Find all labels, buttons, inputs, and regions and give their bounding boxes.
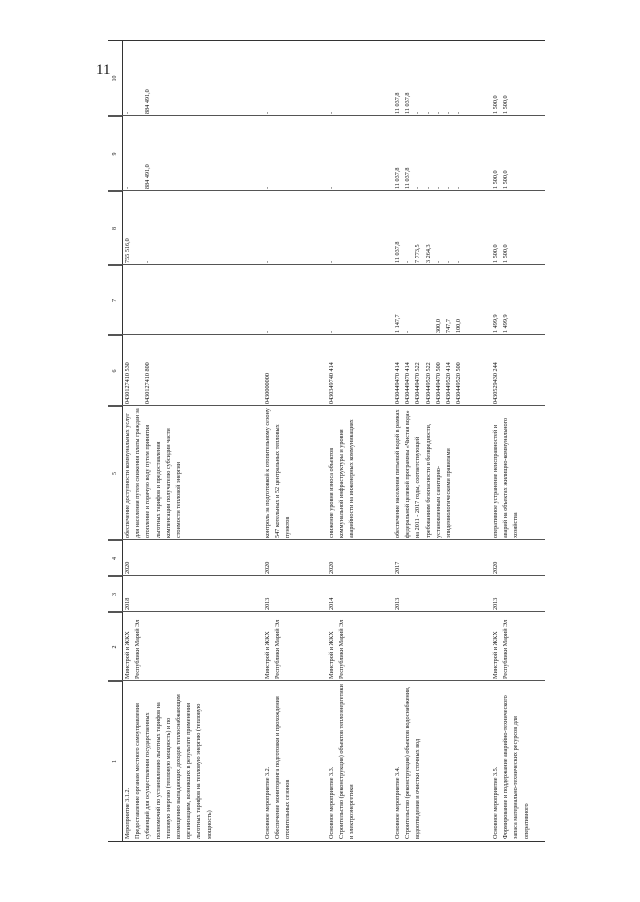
activity-name: Основное мероприятие 3.5. Формирование и поддержание аварийно-технического запаса материально-технических ресурсов для оперативного (492, 695, 530, 839)
expected-result: оперативное устранение неисправностей и аварий на объектах жилищно-коммунального хозяйства (492, 417, 520, 538)
start-year: 2013 (492, 597, 499, 610)
table-row (122, 41, 255, 841)
budget-code: 0430449470 414 0430449470 414 0430449470 522 0430449520 522 0430449470 500 0430449520 414 0430449520 500 (394, 362, 463, 404)
activity-name: Основное мероприятие 3.4. Строительство (реконструкция) объектов водоснабжения, водоотведения и очистки сточных вод (394, 686, 422, 839)
start-year: 2014 (328, 597, 335, 610)
end-year: 2017 (394, 561, 401, 574)
value-col-9: 1 500,0 1 500,0 (492, 170, 510, 189)
col-header-5: 5 (108, 406, 122, 540)
col-header-9: 9 (108, 116, 122, 191)
end-year: 2020 (492, 561, 499, 574)
value-col-8: 1 500,0 1 500,0 (492, 244, 510, 263)
col-header-7: 7 (108, 265, 122, 335)
value-col-9: 11 037,8 11 037,8 - - - - - (394, 167, 463, 189)
budget-code: 0430000000 (264, 373, 271, 404)
budget-code: 0430127410 530 0430127410 800 (124, 362, 152, 404)
col-header-1: 1 (108, 681, 122, 841)
end-year: 2020 (328, 561, 335, 574)
table-row (490, 41, 545, 841)
page-number: 11 (96, 62, 111, 78)
expected-result: обеспечение населения питьевой водой в рамках федеральной целевой программы «Чистая вода» на 2011 - 2017 годы, соответствующей требованиям безопасности и безвредности, установленным санитарно-эпидемиологическими правилами (394, 409, 453, 538)
value-col-9: - 884 491,0 (124, 164, 152, 189)
value-col-8: - (328, 260, 335, 263)
value-col-7: - (264, 330, 271, 333)
value-col-8: - (264, 260, 271, 263)
executor: Минстрой и ЖКХ Республики Марий Эл (124, 619, 142, 679)
executor: Минстрой и ЖКХ Республики Марий Эл (328, 619, 346, 679)
start-year: 2013 (394, 597, 401, 610)
table-row (262, 41, 320, 841)
executor: Минстрой и ЖКХ Республики Марий Эл (264, 619, 282, 679)
col-header-3: 3 (108, 576, 122, 612)
table-row (392, 41, 484, 841)
value-col-9: - (264, 186, 271, 189)
col-header-6: 6 (108, 335, 122, 406)
start-year: 2018 (124, 597, 131, 610)
rotated-table (108, 42, 545, 842)
activity-name: Мероприятие 3.1.2. Предоставление органам местного самоуправления субвенций для осуществления государственных полномочий по установлению льготных тарифов на тепловую энергию (тепловую мощность) и по возмещению выпадающих доходов теплоснабжающим организациям, возникших в результате применения льготных тарифов на тепловую энергию (тепловую мощность) (124, 694, 213, 839)
value-col-7: - (328, 330, 335, 333)
expected-result: обеспечение доступности коммунальных услуг для населения путем снижения платы граждан за отопление и горячую воду путем принятия льготных тарифов и предоставления компенсации получателю субсидии части стоимости тепловой энергии (124, 408, 183, 538)
value-col-10: - (328, 111, 335, 114)
executor (392, 612, 394, 681)
end-year: 2020 (264, 561, 271, 574)
expected-result: снижение уровня износа объектов коммунальной инфраструктуры и уровня аварийности на инженерных коммуникациях (328, 419, 356, 538)
col-header-2: 2 (108, 612, 122, 681)
table-row (326, 41, 384, 841)
budget-code: 0430529430 244 (492, 362, 499, 404)
col-header-10: 10 (112, 75, 118, 82)
value-col-8: 11 037,8 - 7 773,5 3 264,3 - - - (394, 241, 463, 263)
table-grid (108, 40, 545, 842)
end-year: 2020 (124, 561, 131, 574)
value-col-7: 1 499,9 1 499,9 (492, 314, 510, 333)
value-col-7 (122, 265, 124, 335)
value-col-7: 1 147,7 - 300,0 747,7 100,0 (394, 314, 463, 333)
col-header-4: 4 (108, 540, 122, 576)
value-col-8: 755 516,0 - (124, 238, 152, 263)
col-header-8: 8 (108, 191, 122, 265)
budget-code: 0430349740 414 (328, 362, 335, 404)
activity-name: Основное мероприятие 3.2. Обеспечение мониторинга подготовки и прохождения отопительных сезонов (264, 696, 292, 839)
value-col-10: 1 500,0 1 500,0 (492, 95, 510, 114)
expected-result: контроль за подготовкой к отопительному сезону 547 котельных и 52 центральных тепловых пунктов (264, 408, 292, 538)
executor: Минстрой и ЖКХ Республики Марий Эл (492, 619, 510, 679)
value-col-9: - (328, 186, 335, 189)
value-col-10: 11 037,8 11 037,8 - - - - - (394, 92, 463, 114)
activity-name: Основное мероприятие 3.3. Строительство (реконструкция) объектов теплоэнергетики и электроэнергетики (328, 684, 356, 839)
value-col-10: - 884 491,0 (124, 89, 152, 114)
value-col-10: - (264, 111, 271, 114)
start-year: 2013 (264, 597, 271, 610)
